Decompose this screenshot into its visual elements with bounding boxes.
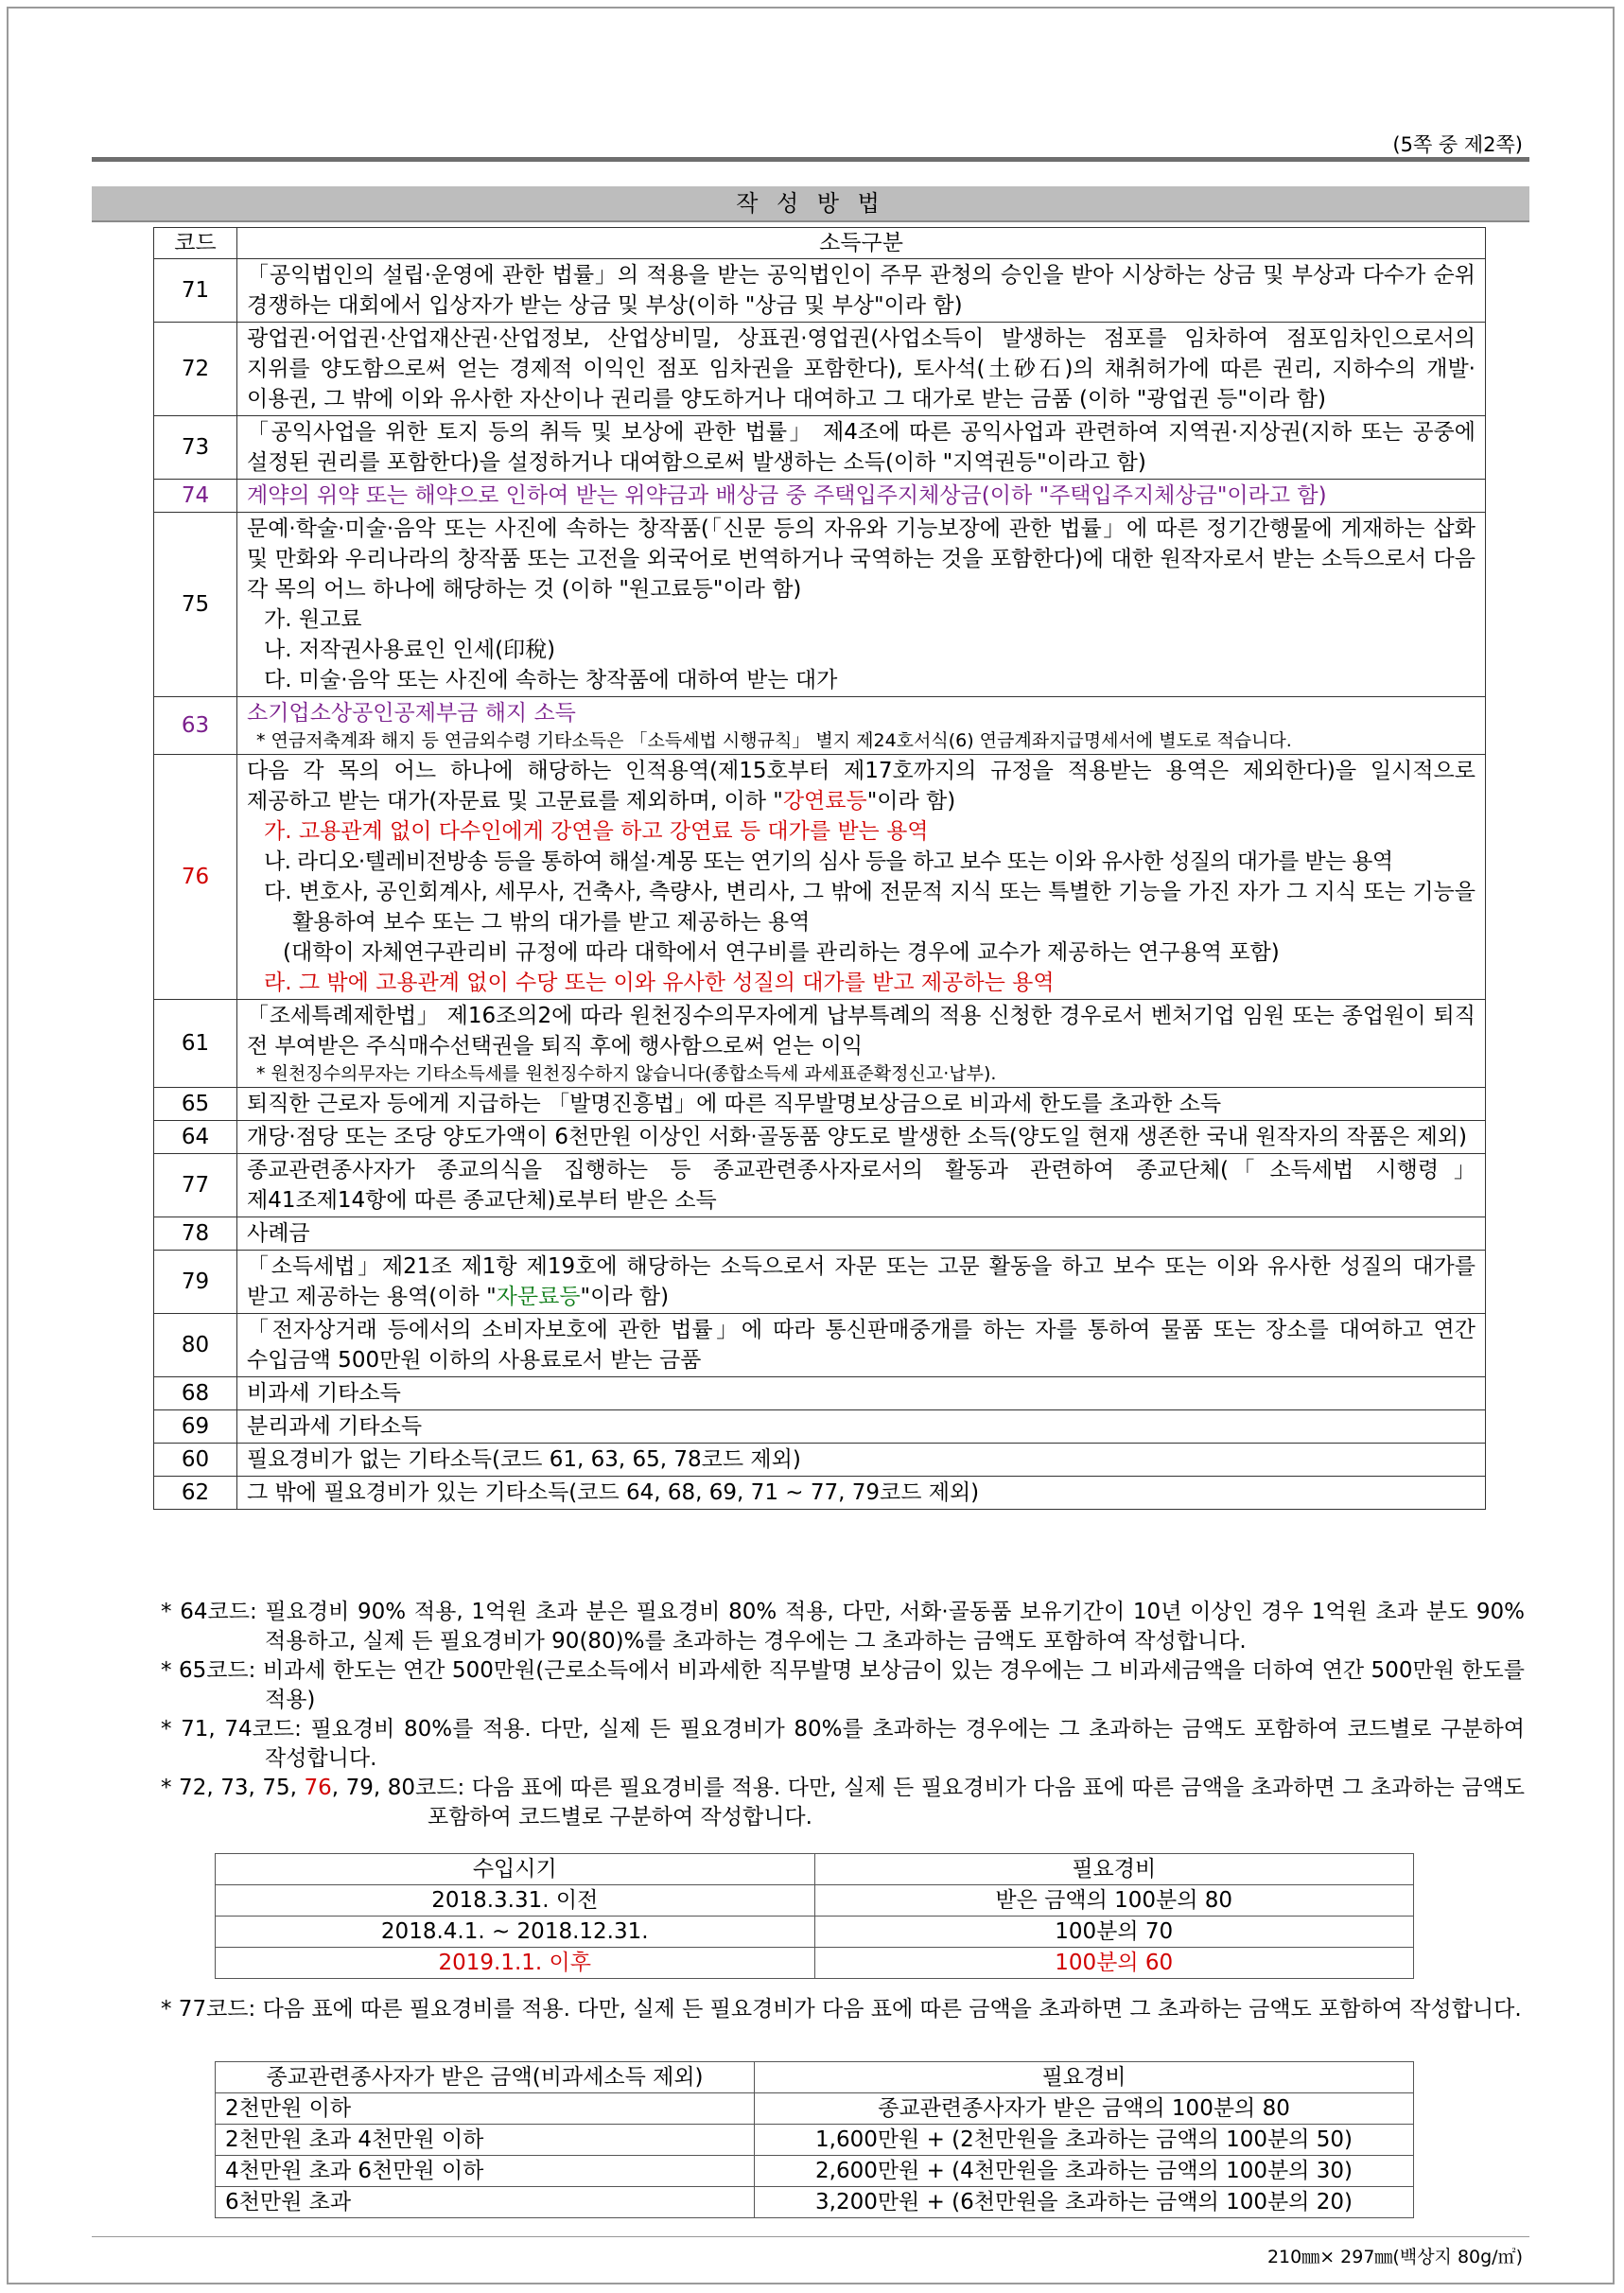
expense-rate-table	[215, 1853, 1414, 1979]
row-desc	[237, 755, 1486, 1000]
header-cell: 필요경비	[755, 2062, 1414, 2093]
row-desc: 종교관련종사자가 종교의식을 집행하는 등 종교관련종사자로서의 활동과 관련하여 종교단체(「소득세법 시행령」 제41조제14항에 따른 종교단체)로부터 받은 소득	[237, 1154, 1486, 1217]
row-code: 79	[154, 1251, 237, 1314]
row-desc: 「소득세법」제21조 제1항 제19호에 해당하는 소득으로서 자문 또는 고문 활동을 하고 보수 또는 이와 유사한 성질의 대가를 받고 제공하는 용역(이하 "자문료등"이라 함)	[237, 1251, 1486, 1314]
note-72: * 72, 73, 75, 76, 79, 80코드: 다음 표에 따른 필요경비를 적용. 다만, 실제 든 필요경비가 다음 표에 따른 금액을 초과하면 그 초과하는 금액도 포함하여 코드별로 구분하여 작성합니다.	[161, 1776, 1525, 1829]
table-row	[154, 323, 1486, 416]
table-row	[216, 2187, 1414, 2218]
table-row	[154, 1377, 1486, 1410]
row-code: 62	[154, 1477, 237, 1510]
table-row	[216, 2125, 1414, 2156]
table-row	[154, 1217, 1486, 1251]
table-cell: 2천만원 초과 4천만원 이하	[216, 2125, 755, 2156]
table-cell: 3,200만원 + (6천만원을 초과하는 금액의 100분의 20)	[755, 2187, 1414, 2218]
table-row	[154, 1088, 1486, 1121]
page-number: (5쪽 중 제2쪽)	[1392, 133, 1523, 156]
row-title: 소기업소상공인공제부금 해지 소득	[247, 701, 576, 726]
table-cell: 2019.1.1. 이후	[216, 1948, 815, 1979]
row-desc: 「공익사업을 위한 토지 등의 취득 및 보상에 관한 법률」 제4조에 따른 공익사업과 관련하여 지역권·지상권(지하 또는 공중에 설정된 권리를 포함한다)을 설정하거나 대여함으로써 발생하는 소득(이하 "지역권등"이라고 함)	[237, 416, 1486, 480]
row-desc	[237, 697, 1486, 755]
table-header-row	[154, 228, 1486, 259]
sub-item: 가. 고용관계 없이 다수인에게 강연을 하고 강연료 등 대가를 받는 용역	[264, 819, 929, 844]
row-desc-main: 문예·학술·미술·음악 또는 사진에 속하는 창작품(「신문 등의 자유와 기능보장에 관한 법률」에 따른 정기간행물에 게재하는 삽화 및 만화와 우리나라의 창작품 또는 고전을 외국어로 번역하거나 국역하는 것을 포함한다)에 대한 원작자로서 받는 소득으로서 다음 각 목의 어느 하나에 해당하는 것 (이하 "원고료등"이라 함)	[247, 516, 1476, 602]
row-code: 72	[154, 323, 237, 416]
highlight-term: 자문료등	[496, 1285, 581, 1309]
row-code: 73	[154, 416, 237, 480]
row-desc	[237, 1000, 1486, 1088]
row-desc: 퇴직한 근로자 등에게 지급하는 「발명진흥법」에 따른 직무발명보상금으로 비과세 한도를 초과한 소득	[237, 1088, 1486, 1121]
table-cell: 4천만원 초과 6천만원 이하	[216, 2156, 755, 2187]
table-cell: 2,600만원 + (4천만원을 초과하는 금액의 100분의 30)	[755, 2156, 1414, 2187]
religious-expense-table	[215, 2061, 1414, 2218]
notes-block-77	[153, 1995, 1525, 2024]
footer-rule	[92, 2236, 1529, 2237]
row-desc-main: 다음 각 목의 어느 하나에 해당하는 인적용역(제15호부터 제17호까지의 규정을 적용받는 용역은 제외한다)을 일시적으로 제공하고 받는 대가(자문료 및 고문료를 제외하며, 이하 "강연료등"이라 함)	[247, 759, 1476, 814]
table-row	[154, 1154, 1486, 1217]
income-code-table	[153, 227, 1486, 1510]
paper-spec: 210㎜× 297㎜(백상지 80g/㎡)	[1266, 2247, 1523, 2267]
table-cell: 2018.4.1. ~ 2018.12.31.	[216, 1917, 815, 1948]
row-desc: 개당·점당 또는 조당 양도가액이 6천만원 이상인 서화·골동품 양도로 발생한 소득(양도일 현재 생존한 국내 원작자의 작품은 제외)	[237, 1121, 1486, 1154]
note-65: * 65코드: 비과세 한도는 연간 500만원(근로소득에서 비과세한 직무발명 보상금이 있는 경우에는 그 비과세금액을 더하여 연간 500만원 한도를 적용)	[161, 1658, 1525, 1712]
top-rule	[92, 157, 1529, 162]
sub-item: 다. 미술·음악 또는 사진에 속하는 창작품에 대하여 받는 대가	[264, 668, 838, 692]
table-row	[216, 1948, 1414, 1979]
table-row	[216, 2093, 1414, 2125]
table-cell: 2천만원 이하	[216, 2093, 755, 2125]
table-row	[216, 2156, 1414, 2187]
row-desc: 계약의 위약 또는 해약으로 인하여 받는 위약금과 배상금 중 주택입주지체상금(이하 "주택입주지체상금"이라고 함)	[237, 480, 1486, 513]
table-row	[154, 1000, 1486, 1088]
sub-item: 다. 변호사, 공인회계사, 세무사, 건축사, 측량사, 변리사, 그 밖에 전문적 지식 또는 특별한 기능을 가진 자가 그 지식 또는 기능을 활용하여 보수 또는 그 밖의 대가를 받고 제공하는 용역	[264, 880, 1476, 935]
row-desc: 광업권·어업권·산업재산권·산업정보, 산업상비밀, 상표권·영업권(사업소득이 발생하는 점포를 임차하여 점포임차인으로서의 지위를 양도함으로써 얻는 경제적 이익인 점포 임차권을 포함한다), 토사석(土砂石)의 채취허가에 따른 권리, 지하수의 개발·이용권, 그 밖에 이와 유사한 자산이나 권리를 양도하거나 대여하고 그 대가로 받는 금품 (이하 "광업권 등"이라 함)	[237, 323, 1486, 416]
table-row	[154, 1314, 1486, 1377]
table-cell: 100분의 70	[814, 1917, 1414, 1948]
row-desc: 비과세 기타소득	[237, 1377, 1486, 1410]
table-row	[154, 755, 1486, 1000]
table-row	[154, 513, 1486, 697]
header-desc: 소득구분	[237, 228, 1486, 259]
table-row	[154, 259, 1486, 323]
row-code: 80	[154, 1314, 237, 1377]
note-77: * 77코드: 다음 표에 따른 필요경비를 적용. 다만, 실제 든 필요경비가 다음 표에 따른 금액을 초과하면 그 초과하는 금액도 포함하여 작성합니다.	[161, 1997, 1522, 2022]
row-code: 78	[154, 1217, 237, 1251]
row-desc-main: 「조세특례제한법」 제16조의2에 따라 원천징수의무자에게 납부특례의 적용 신청한 경우로서 벤처기업 임원 또는 종업원이 퇴직 전 부여받은 주식매수선택권을 퇴직 후에 행사함으로써 얻는 이익	[247, 1004, 1476, 1059]
row-code: 63	[154, 697, 237, 755]
row-desc: 그 밖에 필요경비가 있는 기타소득(코드 64, 68, 69, 71 ~ 77, 79코드 제외)	[237, 1477, 1486, 1510]
row-note: * 연금저축계좌 해지 등 연금외수령 기타소득은 「소득세법 시행규칙」 별지 제24호서식(6) 연금계좌지급명세서에 별도로 적습니다.	[256, 730, 1292, 751]
table-header-row	[216, 2062, 1414, 2093]
sub-item: 나. 저작권사용료인 인세(印稅)	[264, 638, 556, 662]
note-71-74: * 71, 74코드: 필요경비 80%를 적용. 다만, 실제 든 필요경비가 80%를 초과하는 경우에는 그 초과하는 금액도 포함하여 코드별로 구분하여 작성합니다.	[161, 1717, 1525, 1771]
table-row	[216, 1885, 1414, 1917]
table-cell: 종교관련종사자가 받은 금액의 100분의 80	[755, 2093, 1414, 2125]
row-code: 65	[154, 1088, 237, 1121]
row-code: 75	[154, 513, 237, 697]
note-64: * 64코드: 필요경비 90% 적용, 1억원 초과 분은 필요경비 80% 적용, 다만, 서화·골동품 보유기간이 10년 이상인 경우 1억원 초과 분도 90% 적용하고, 실제 든 필요경비가 90(80)%를 초과하는 경우에는 그 초과하는 금액도 포함하여 작성합니다.	[161, 1600, 1525, 1654]
table-cell: 1,600만원 + (2천만원을 초과하는 금액의 100분의 50)	[755, 2125, 1414, 2156]
row-code: 74	[154, 480, 237, 513]
header-cell: 수입시기	[216, 1854, 815, 1885]
row-code: 61	[154, 1000, 237, 1088]
row-desc: 필요경비가 없는 기타소득(코드 61, 63, 65, 78코드 제외)	[237, 1444, 1486, 1477]
sub-item: 라. 그 밖에 고용관계 없이 수당 또는 이와 유사한 성질의 대가를 받고 제공하는 용역	[264, 971, 1055, 995]
row-desc: 사례금	[237, 1217, 1486, 1251]
table-cell: 받은 금액의 100분의 80	[814, 1885, 1414, 1917]
header-cell: 종교관련종사자가 받은 금액(비과세소득 제외)	[216, 2062, 755, 2093]
row-code: 60	[154, 1444, 237, 1477]
sub-item-note: (대학이 자체연구관리비 규정에 따라 대학에서 연구비를 관리하는 경우에 교수가 제공하는 연구용역 포함)	[283, 940, 1280, 965]
table-cell: 100분의 60	[814, 1948, 1414, 1979]
sub-item: 가. 원고료	[264, 607, 362, 632]
row-code: 69	[154, 1410, 237, 1444]
table-cell: 6천만원 초과	[216, 2187, 755, 2218]
row-code: 77	[154, 1154, 237, 1217]
table-row	[154, 1121, 1486, 1154]
table-row	[154, 1251, 1486, 1314]
notes-block	[153, 1598, 1525, 1832]
row-desc: 분리과세 기타소득	[237, 1410, 1486, 1444]
row-code: 64	[154, 1121, 237, 1154]
row-desc: 「전자상거래 등에서의 소비자보호에 관한 법률」에 따라 통신판매중개를 하는 자를 통하여 물품 또는 장소를 대여하고 연간 수입금액 500만원 이하의 사용료로서 받는 금품	[237, 1314, 1486, 1377]
table-row	[154, 416, 1486, 480]
row-code: 68	[154, 1377, 237, 1410]
table-row	[154, 1444, 1486, 1477]
table-row	[154, 1477, 1486, 1510]
table-row	[154, 697, 1486, 755]
sub-item: 나. 라디오·텔레비전방송 등을 통하여 해설·계몽 또는 연기의 심사 등을 하고 보수 또는 이와 유사한 성질의 대가를 받는 용역	[264, 849, 1393, 874]
header-cell: 필요경비	[814, 1854, 1414, 1885]
section-title: 작 성 방 법	[92, 186, 1529, 222]
row-code: 76	[154, 755, 237, 1000]
table-row	[154, 480, 1486, 513]
header-code: 코드	[154, 228, 237, 259]
highlight-term: 강연료등	[782, 789, 867, 814]
form-page	[7, 7, 1615, 2284]
row-code: 71	[154, 259, 237, 323]
table-cell: 2018.3.31. 이전	[216, 1885, 815, 1917]
row-desc: 「공익법인의 설립·운영에 관한 법률」의 적용을 받는 공익법인이 주무 관청의 승인을 받아 시상하는 상금 및 부상과 다수가 순위 경쟁하는 대회에서 입상자가 받는 상금 및 부상(이하 "상금 및 부상"이라 함)	[237, 259, 1486, 323]
table-row	[216, 1917, 1414, 1948]
row-desc	[237, 513, 1486, 697]
row-note: * 원천징수의무자는 기타소득세를 원천징수하지 않습니다(종합소득세 과세표준확정신고·납부).	[256, 1063, 997, 1084]
table-header-row	[216, 1854, 1414, 1885]
table-row	[154, 1410, 1486, 1444]
